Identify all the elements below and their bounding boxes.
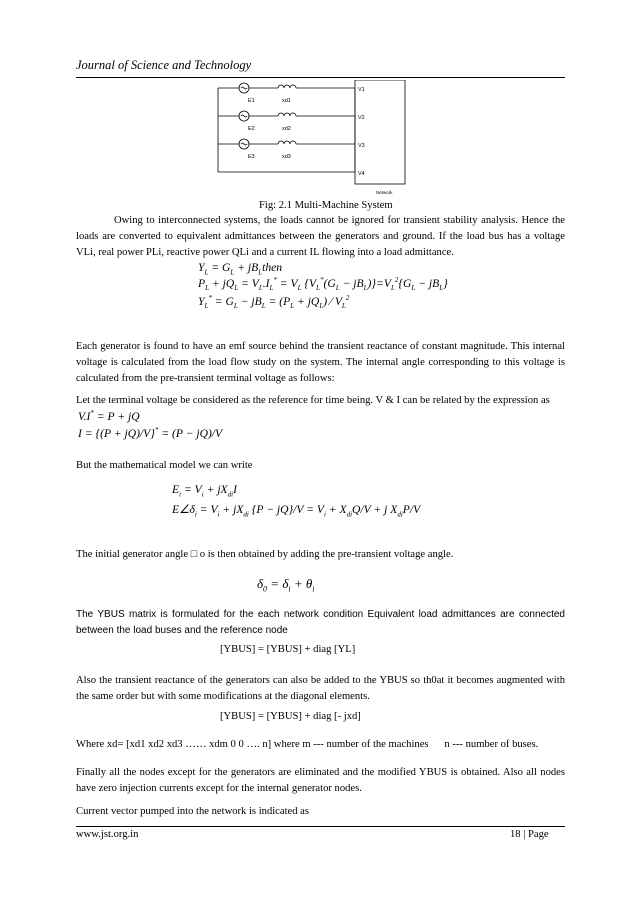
bus-label-1: V1 [358,87,365,93]
paragraph-1: Owing to interconnected systems, the loads cannot be ignored for transient stability analysis. Hence the loads are converted to equivalent admittances between the generators and ground. If the load bus has a voltage VLi, real power PLi, reactive power QLi and a current IL flowing into a load admittance. [76,215,565,258]
bus-label-2: V2 [358,115,365,121]
bus-label-3: V3 [358,143,365,149]
reactance-label-3: xd3 [282,154,291,160]
equation-initial-angle: $\delta_0 = \delta_i + \theta_i$ [257,576,315,594]
journal-header: Journal of Science and Technology [76,58,252,72]
gen-label-1: E1 [248,98,255,104]
network-label: Network [376,190,393,195]
gen-label-3: E3 [248,154,255,160]
equation-vi-relation: V.I* = P + jQ I = {(P + jQ)/V}* = (P − jQ)/V [78,409,223,440]
paragraph-8: Where xd= [xd1 xd2 xd3 …… xdm 0 0 …. n] where m --- number of the machines n --- number of buses. [76,739,539,750]
equation-ybus-load: [YBUS] = [YBUS] + diag [YL] [220,644,356,655]
paragraph-6: The YBUS matrix is formulated for the each network condition Equivalent load admittances are connected between the load buses and the reference node [76,609,565,636]
figure-caption: Fig: 2.1 Multi-Machine System [259,200,393,211]
bus-label-4: V4 [358,171,365,177]
paragraph-4: But the mathematical model we can write [76,460,253,471]
page-number: 18 | Page [510,829,549,840]
header-rule [76,77,565,78]
multi-machine-diagram [216,80,416,198]
paragraph-9: Finally all the nodes except for the generators are eliminated and the modified YBUS is obtained. Also all nodes have zero injection currents except for the internal generator nodes. [76,767,565,794]
paragraph-7: Also the transient reactance of the generators can also be added to the YBUS so th0at it becomes augmented with the same order but with some modifications at the diagonal elements. [76,675,565,702]
gen-label-2: E2 [248,126,255,132]
footer-url: www.jst.org.in [76,829,139,840]
equation-load-admittance: $Y_L = G_L$ + $jB_Lthen$ $P_L + jQ_L = V_L.I_L^* = V_L$ $\{V_L^*(G_L - jB_L)\}=V_L^2\{G_L - jB_L\}$ $Y_L^* = G_L - jB_L = (P_L + jQ_L)$ ⁄ $V_L^2$ [198,261,448,311]
reactance-label-1: xd1 [282,98,291,104]
paragraph-2: Each generator is found to have an emf source behind the transient reactance of constant magnitude. This internal voltage is calculated from the load flow study on the system. The internal angle corresponding to this voltage is calculated from the pre-transient terminal voltage as follows: [76,341,565,384]
reactance-label-2: xd2 [282,126,291,132]
paragraph-3: Let the terminal voltage be considered as the reference for time being. V & I can be related by the expression as [76,395,550,406]
footer-rule [76,826,565,827]
equation-internal-emf: $E_i = V_i + jX_{di}I$ $E\angle\delta_i = V_i + jX_{di}$ $\{P - jQ\}/V = V_i + X_{di}Q/V + j$ $X_{di}P/V$ [172,483,421,519]
paragraph-5: The initial generator angle □ o is then obtained by adding the pre-transient voltage angle. [76,549,454,560]
equation-ybus-reactance: [YBUS] = [YBUS] + diag [- jxd] [220,711,361,722]
paragraph-10: Current vector pumped into the network is indicated as [76,806,310,817]
